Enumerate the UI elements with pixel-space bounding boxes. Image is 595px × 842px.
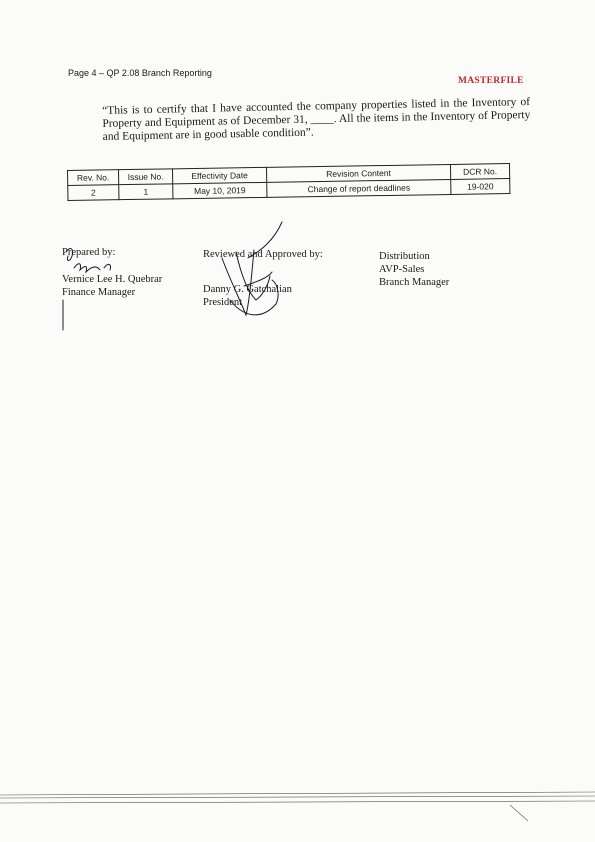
- reviewed-by-title: President: [203, 297, 243, 308]
- reviewed-by-label: Reviewed and Approved by:: [203, 249, 323, 260]
- distribution-item: AVP-Sales: [379, 264, 425, 275]
- cell-issue-no: 1: [119, 184, 173, 200]
- reviewed-signature-stroke: [248, 222, 282, 258]
- cell-rev-no: 2: [68, 185, 119, 201]
- header-issue-no: Issue No.: [119, 169, 173, 185]
- prepared-by-title: Finance Manager: [62, 287, 136, 298]
- prepared-by-name: Vernice Lee H. Quebrar: [62, 274, 163, 285]
- prepared-signature-stroke: [66, 249, 73, 261]
- footer-rules: [0, 775, 595, 842]
- cell-revision-content: Change of report deadlines: [267, 179, 451, 197]
- header-rev-no: Rev. No.: [68, 170, 119, 186]
- header-revision-content: Revision Content: [266, 164, 450, 182]
- header-dcr-no: DCR No.: [450, 164, 509, 180]
- page-header: Page 4 – QP 2.08 Branch Reporting: [68, 68, 212, 78]
- distribution-label: Distribution: [379, 251, 430, 262]
- distribution-item: Branch Manager: [379, 277, 450, 288]
- header-effectivity-date: Effectivity Date: [172, 167, 266, 183]
- prepared-signature-stroke: [74, 264, 111, 272]
- cell-dcr-no: 19-020: [451, 179, 510, 195]
- masterfile-stamp: MASTERFILE: [458, 76, 524, 86]
- prepared-by-label: Prepared by:: [62, 247, 116, 258]
- reviewed-by-name: Danny G. Gatchalian: [203, 284, 292, 295]
- cell-effectivity-date: May 10, 2019: [173, 182, 267, 198]
- certification-statement: “This is to certify that I have accounted the company properties listed in the Inventory of Property and Equipment as of December 31, ____. All the items in the Inventory of Property and Equipment are in good usable condition”.: [102, 96, 531, 143]
